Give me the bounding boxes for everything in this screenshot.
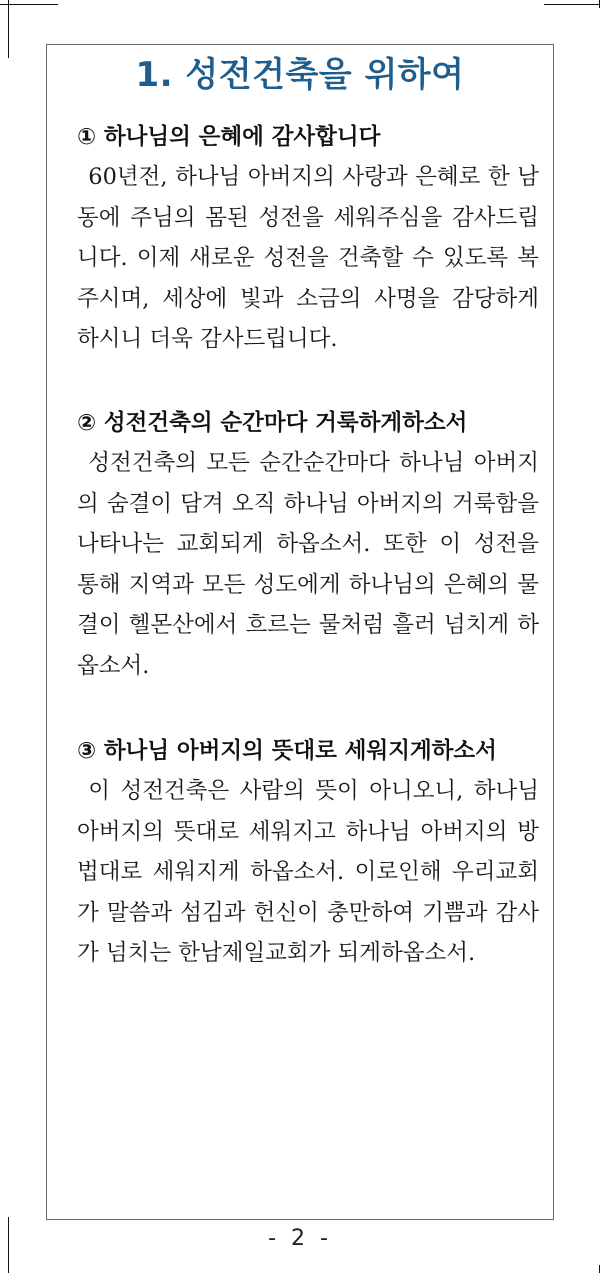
crop-mark (8, 0, 9, 58)
page-number: - 2 - (268, 1226, 332, 1251)
section-will (77, 731, 539, 974)
section-body: 60년전, 하나님 아버지의 사랑과 은혜로 한 남동에 주님의 몸된 성전을 세워주심을 감사드립니다. 이제 새로운 성전을 건축할 수 있도록 복 주시며, 세상에 빛과 소금의 사명을 감당하게 하시니 더욱 감사드립니다. (77, 164, 539, 352)
section-thanks (77, 117, 539, 360)
section-heading: ② 성전건축의 순간마다 거룩하게하소서 (77, 410, 468, 436)
crop-mark (0, 4, 58, 5)
section-holiness (77, 403, 539, 686)
section-body: 이 성전건축은 사람의 뜻이 아니오니, 하나님 아버지의 뜻대로 세워지고 하나님 아버지의 방법대로 세워지게 하옵소서. 이로인해 우리교회가 말씀과 섬김과 헌신이 충만하여 기쁨과 감사가 넘치는 한남제일교회가 되게하옵소서. (77, 778, 539, 966)
page-frame (46, 44, 554, 1220)
section-heading: ① 하나님의 은혜에 감사합니다 (77, 124, 381, 150)
section-heading: ③ 하나님 아버지의 뜻대로 세워지게하소서 (77, 738, 497, 764)
section-body: 성전건축의 모든 순간순간마다 하나님 아버지의 숨결이 담겨 오직 하나님 아버지의 거룩함을 나타나는 교회되게 하옵소서. 또한 이 성전을 통해 지역과 모든 성도에게 하나님의 은혜의 물결이 헬몬산에서 흐르는 물처럼 흘러 넘치게 하옵소서. (77, 450, 539, 679)
page-title: 1. 성전건축을 위하여 (135, 55, 465, 95)
crop-mark (544, 4, 600, 5)
